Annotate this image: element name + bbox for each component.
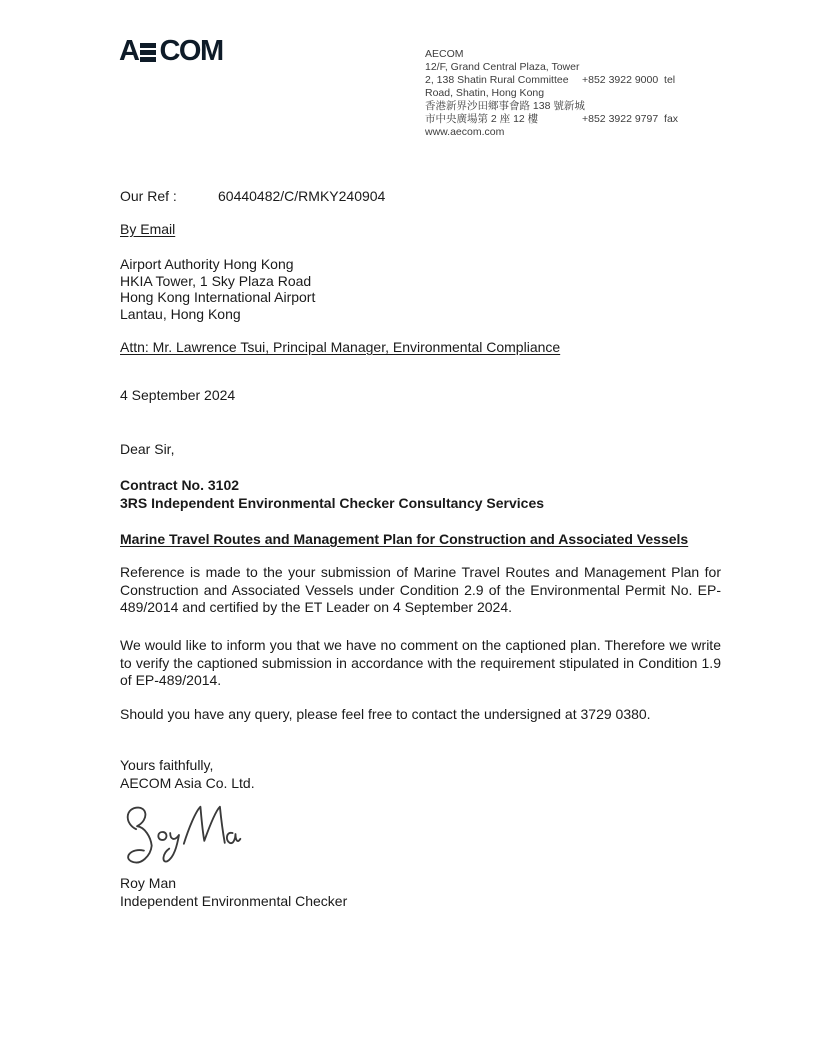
address-line: 2, 138 Shatin Rural Committee <box>425 74 569 86</box>
logo-e-bars-icon <box>140 43 156 62</box>
reference-number: 60440482/C/RMKY240904 <box>218 188 386 204</box>
address-line: Road, Shatin, Hong Kong <box>425 87 545 99</box>
contract-title: 3RS Independent Environmental Checker Consultancy Services <box>120 494 545 511</box>
closing-block <box>120 757 255 792</box>
body-paragraph: Should you have any query, please feel free to contact the undersigned at 3729 0380. <box>120 706 651 722</box>
reference-row <box>120 188 385 206</box>
letter-date: 4 September 2024 <box>120 387 236 403</box>
valediction: Yours faithfully, <box>120 757 214 773</box>
signatory-name: Roy Man <box>120 875 177 891</box>
signatory-block <box>120 875 347 910</box>
fax-number: +852 3922 9797 fax <box>582 113 679 125</box>
body-paragraph: Reference is made to the your submission of Marine Travel Routes and Management Plan for Construction and Associated Vessels under Condition 2.9 of the Environmental Permit No. EP-489/2014 and certified by the ET Leader on 4 September 2024. <box>120 564 721 615</box>
logo-letter-a: A <box>119 35 139 68</box>
letterhead-phone <box>582 48 678 152</box>
contract-heading <box>120 477 544 512</box>
letterhead-address <box>425 48 585 139</box>
reference-label: Our Ref : <box>120 188 177 204</box>
logo-letters-com: COM <box>159 35 223 68</box>
salutation: Dear Sir, <box>120 441 175 457</box>
company-name: AECOM Asia Co. Ltd. <box>120 774 255 791</box>
website-url: www.aecom.com <box>425 126 505 138</box>
body-paragraph: We would like to inform you that we have no comment on the captioned plan. Therefore we write to verify the captioned submission in accordance with the requirement stipulated in Condition 1.9 of EP-489/2014. <box>120 637 721 688</box>
signature-roy-man-icon <box>114 797 242 873</box>
tel-number: +852 3922 9000 tel <box>582 74 676 86</box>
delivery-method: By Email <box>120 221 176 237</box>
attention-line: Attn: Mr. Lawrence Tsui, Principal Manager, Environmental Compliance <box>120 339 561 355</box>
recipient-line: HKIA Tower, 1 Sky Plaza Road <box>120 272 312 289</box>
subject-line: Marine Travel Routes and Management Plan for Construction and Associated Vessels <box>120 531 689 547</box>
recipient-line: Airport Authority Hong Kong <box>120 256 294 272</box>
address-line: 12/F, Grand Central Plaza, Tower <box>425 61 580 73</box>
signature <box>114 797 242 878</box>
address-line-chinese: 香港新界沙田鄉事會路 138 號新城 <box>425 100 585 112</box>
contract-number: Contract No. 3102 <box>120 477 240 493</box>
signatory-title: Independent Environmental Checker <box>120 892 348 909</box>
address-line: AECOM <box>425 48 464 60</box>
recipient-line: Hong Kong International Airport <box>120 289 316 305</box>
aecom-logo <box>119 35 223 68</box>
recipient-address <box>120 256 315 322</box>
address-line-chinese: 市中央廣場第 2 座 12 樓 <box>425 113 539 125</box>
recipient-line: Lantau, Hong Kong <box>120 305 241 322</box>
